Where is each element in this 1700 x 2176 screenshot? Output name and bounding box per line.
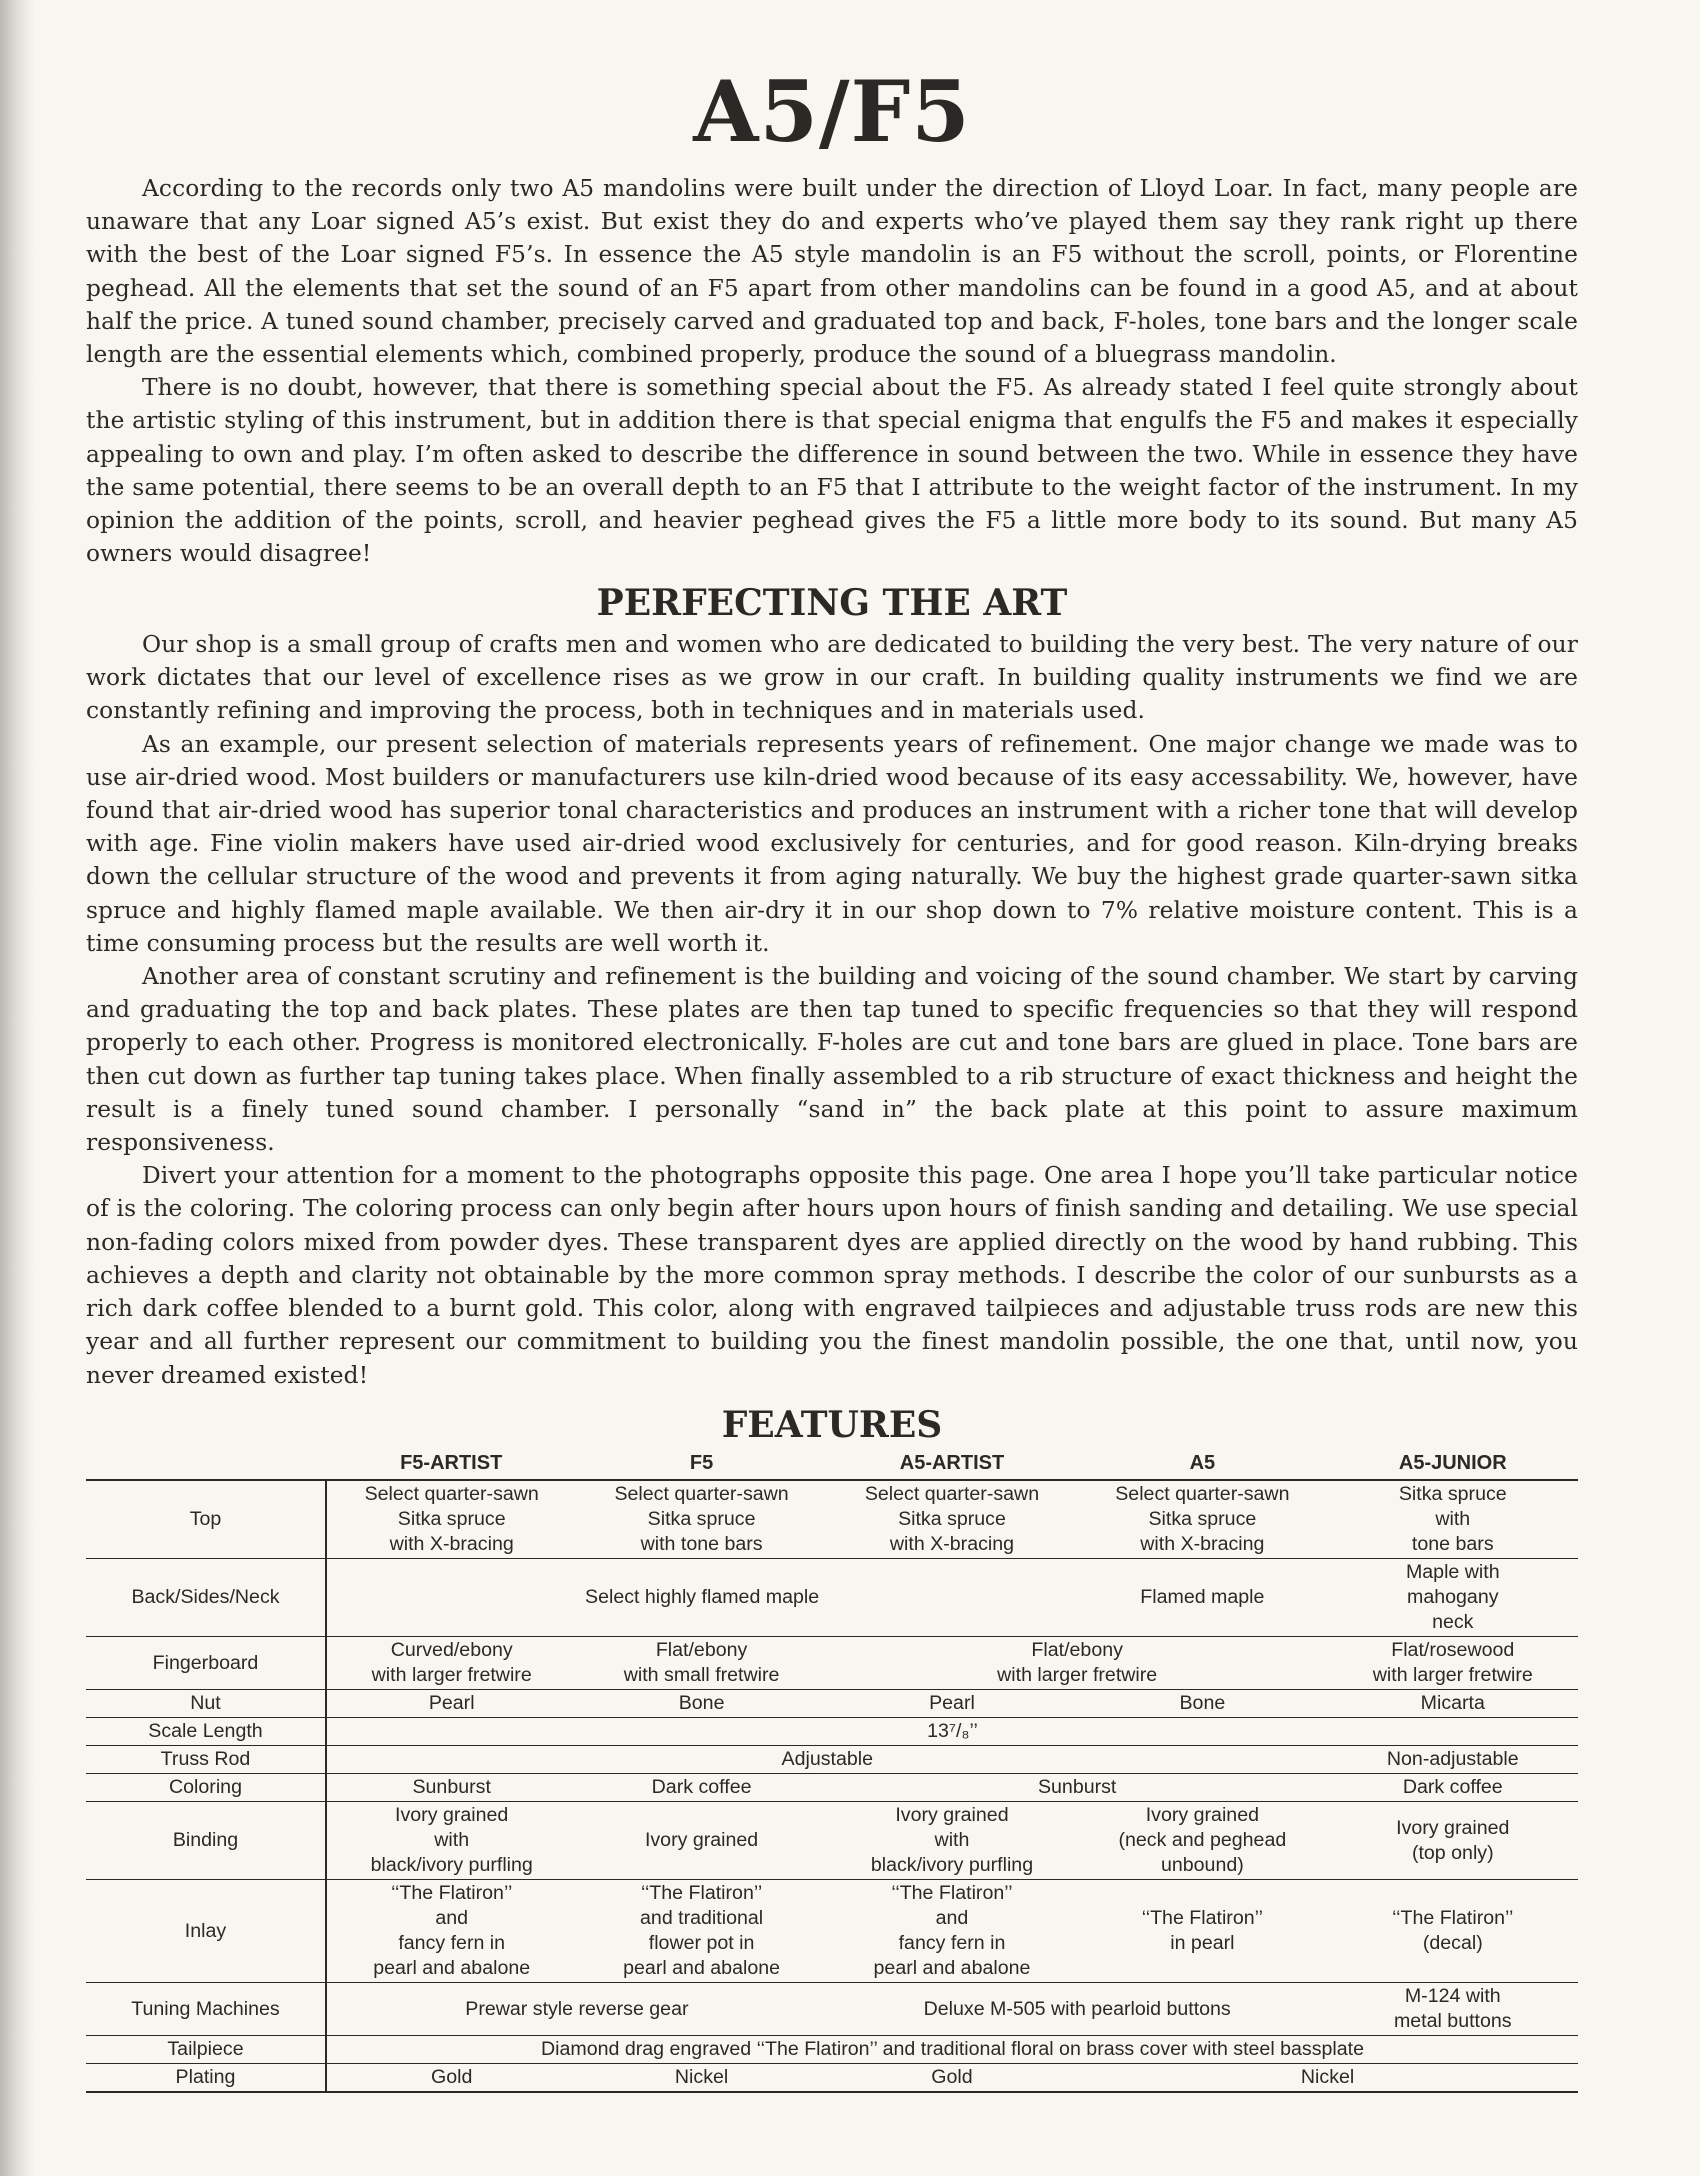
table-cell [1328,1637,1578,1690]
table-cell [326,1690,576,1718]
table-cell [326,1802,576,1880]
perfecting-paragraph-1: Our shop is a small group of crafts men and women who are dedicated to building the very best. The very nature of our work dictates that our level of excellence rises as we grow in our craft. In building quality instruments we find we are constantly refining and improving the process, both in techniques and in materials used. [86,631,1578,725]
table-cell [326,1880,576,1983]
table-cell [576,1802,826,1880]
row-label: Tuning Machines [86,1983,326,2036]
table-row [86,1746,1578,1774]
perfecting-paragraph-2: As an example, our present selection of materials represents years of refinement. One major change we made was to use air-dried wood. Most builders or manufacturers use kiln-dried wood because of its easy accessability. We, however, have found that air-dried wood has superior tonal characteristics and produces an instrument with a richer tone that will develop with age. Fine violin makers have used air-dried wood exclusively for centuries, and for good reason. Kiln-drying breaks down the cellular structure of the wood and prevents it from aging naturally. We buy the highest grade quarter-sawn sitka spruce and highly flamed maple available. We then air-dry it in our shop down to 7% relative moisture content. This is a time consuming process but the results are well worth it. [86,730,1578,957]
perfecting-paragraph-4: Divert your attention for a moment to the photographs opposite this page. One area I hope you’ll take particular notice of is the coloring. The coloring process can only begin after hours upon hours of finish sanding and detailing. We use special non-fading colors mixed from powder dyes. These transparent dyes are applied directly on the wood by hand rubbing. This achieves a depth and clarity not obtainable by the more common spray methods. I describe the color of our sunbursts as a rich dark coffee blended to a burnt gold. This color, along with engraved tailpieces and adjustable truss rods are new this year and all further represent our commitment to building you the finest mandolin possible, the one that, until now, you never dreamed existed! [86,1162,1578,1389]
column-header: F5 [576,1449,826,1480]
cell-line: Diamond drag engraved ‘‘The Flatiron’’ and traditional floral on brass cover with steel bassplate [540,2038,1365,2061]
cell-line: with X-bracing [889,1533,1015,1556]
cell-line: Flamed maple [1140,1586,1265,1609]
cell-line: and [435,1907,469,1930]
cell-line: Ivory grained [895,1804,1009,1827]
table-cell [1077,1559,1327,1637]
row-label: Top [86,1480,326,1559]
cell-line: neck [1432,1611,1474,1634]
cell-line: with tone bars [640,1533,763,1556]
cell-line: Curved/ebony [390,1639,513,1662]
table-row [86,1880,1578,1983]
cell-line: Nickel [1300,2066,1355,2089]
table-cell [326,1983,827,2036]
row-label: Tailpiece [86,2036,326,2064]
cell-line: Ivory grained [644,1829,759,1852]
cell-line: with larger fretwire [997,1664,1158,1687]
cell-line: Sitka spruce [647,1508,756,1531]
cell-line: Pearl [428,1692,475,1715]
cell-line: Non-adjustable [1386,1748,1519,1771]
intro-paragraph-1: According to the records only two A5 mandolins were built under the direction of Lloyd Loar. In fact, many people are unaware that any Loar signed A5’s exist. But exist they do and experts who’ve played them say they rank right up there with the best of the Loar signed F5’s. In essence the A5 style mandolin is an F5 without the scroll, points, or Florentine peghead. All the elements that set the sound of an F5 apart from other mandolins can be found in a good A5, and at about half the price. A tuned sound chamber, precisely carved and graduated top and back, F-holes, tone bars and the longer scale length are the essential elements which, combined properly, produce the sound of a bluegrass mandolin. [86,175,1578,369]
row-label: Coloring [86,1774,326,1802]
features-table [86,1449,1578,2093]
row-label: Truss Rod [86,1746,326,1774]
row-label: Scale Length [86,1718,326,1746]
cell-line: with X-bracing [1140,1533,1265,1556]
cell-line: pearl and abalone [623,1957,781,1980]
table-cell [326,2064,576,2093]
cell-line: Bone [1179,1692,1226,1715]
page-title: A5/F5 [693,62,971,161]
table-row [86,1718,1578,1746]
table-row [86,2036,1578,2064]
cell-line: tone bars [1411,1533,1494,1556]
table-cell [576,2064,826,2093]
cell-line: ‘‘The Flatiron’’ [391,1882,513,1905]
cell-line: Select quarter-sawn [614,1483,789,1506]
cell-line: Pearl [929,1692,975,1715]
table-cell [1077,1880,1327,1983]
cell-line: with X-bracing [389,1533,514,1556]
cell-line: Flat/ebony [1031,1639,1123,1662]
table-cell [1328,1746,1578,1774]
cell-line: with [934,1829,970,1852]
table-row [86,1774,1578,1802]
table-cell [1077,1690,1327,1718]
features-header-row [86,1449,1578,1480]
row-label: Nut [86,1690,326,1718]
table-cell [1328,1880,1578,1983]
page-content [86,62,1578,2093]
cell-line: ‘‘The Flatiron’’ [1141,1907,1263,1930]
cell-line: ‘‘The Flatiron’’ [1392,1907,1514,1930]
cell-line: with larger fretwire [1372,1664,1533,1687]
cell-line: Deluxe M-505 with pearloid buttons [923,1997,1231,2020]
intro-section [86,172,1578,570]
table-cell [827,1690,1077,1718]
table-cell [326,1637,576,1690]
cell-line: Sitka spruce [1148,1508,1257,1531]
cell-line: Select quarter-sawn [364,1483,539,1506]
table-cell [326,1718,1578,1746]
section-heading-perfecting: PERFECTING THE ART [596,582,1068,625]
row-label: Inlay [86,1880,326,1983]
column-header: A5-JUNIOR [1328,1449,1578,1480]
cell-line: Bone [678,1692,725,1715]
cell-line: (decal) [1422,1932,1483,1955]
section-heading-features: FEATURES [721,1403,943,1446]
table-cell [827,1802,1077,1880]
cell-line: Select quarter-sawn [864,1483,1040,1506]
table-cell [1328,1774,1578,1802]
table-row [86,1637,1578,1690]
features-table-body [86,1480,1578,2092]
table-cell [827,2064,1077,2093]
cell-line: metal buttons [1393,2010,1512,2033]
cell-line: Sitka spruce [397,1508,506,1531]
cell-line: Select highly flamed maple [585,1586,820,1609]
table-cell [1328,1559,1578,1637]
column-header: F5-ARTIST [326,1449,576,1480]
table-cell [326,1746,1328,1774]
cell-line: in pearl [1170,1932,1235,1955]
table-cell [326,1774,576,1802]
table-cell [1077,1480,1327,1559]
cell-line: Flat/ebony [655,1639,748,1662]
cell-line: Nickel [674,2066,729,2089]
cell-line: and [935,1907,969,1930]
intro-paragraph-2: There is no doubt, however, that there is something special about the F5. As already stated I feel quite strongly about the artistic styling of this instrument, but in addition there is that special enigma that engulfs the F5 and makes it especially appealing to own and play. I’m often asked to describe the difference in sound between the two. While in essence they have the same potential, there seems to be an overall depth to an F5 that I attribute to the weight factor of the instrument. In my opinion the addition of the points, scroll, and heavier peghead gives the F5 a little more body to its sound. But many A5 owners would disagree! [86,374,1578,568]
table-cell [1328,1983,1578,2036]
table-row [86,1983,1578,2036]
page-binding-shadow [0,0,34,2176]
row-label: Fingerboard [86,1637,326,1690]
table-cell [326,2036,1578,2064]
table-cell [326,1480,576,1559]
cell-line: with larger fretwire [371,1664,532,1687]
table-cell [576,1637,826,1690]
cell-line: Select quarter-sawn [1115,1483,1290,1506]
cell-line: fancy fern in [898,1932,1006,1955]
cell-line: mahogany [1407,1586,1499,1609]
cell-line: Micarta [1420,1692,1485,1715]
cell-line: with small fretwire [623,1664,780,1687]
cell-line: Gold [431,2066,473,2089]
table-cell [326,1559,1077,1637]
cell-line: Ivory grained [1145,1804,1259,1827]
cell-line: and traditional [640,1907,764,1930]
column-header: A5 [1077,1449,1327,1480]
cell-line: Dark coffee [1402,1776,1503,1799]
table-row [86,1802,1578,1880]
table-row [86,1559,1578,1637]
cell-line: ‘‘The Flatiron’’ [891,1882,1013,1905]
table-cell [576,1880,826,1983]
table-cell [576,1774,826,1802]
cell-line: pearl and abalone [873,1957,1031,1980]
table-cell [1328,1480,1578,1559]
row-label: Binding [86,1802,326,1880]
cell-line: Ivory grained [395,1804,509,1827]
table-cell [1077,2064,1578,2093]
cell-line: (neck and peghead [1118,1829,1287,1852]
cell-line: Dark coffee [651,1776,752,1799]
row-label: Plating [86,2064,326,2093]
cell-line: Sitka spruce [898,1508,1006,1531]
column-header: A5-ARTIST [827,1449,1077,1480]
cell-line: 13⁷/₈’’ [927,1720,978,1743]
cell-line: (top only) [1411,1841,1494,1864]
header-empty-cell [86,1449,326,1480]
cell-line: M-124 with [1404,1985,1501,2008]
table-row [86,1690,1578,1718]
cell-line: Sitka spruce [1398,1483,1507,1506]
table-cell [827,1880,1077,1983]
cell-line: with [434,1829,470,1852]
table-cell [827,1774,1328,1802]
cell-line: black/ivory purfling [870,1854,1034,1877]
cell-line: Sunburst [412,1776,491,1799]
cell-line: pearl and abalone [373,1957,531,1980]
table-cell [1328,1690,1578,1718]
table-cell [827,1983,1328,2036]
cell-line: Flat/rosewood [1391,1639,1515,1662]
cell-line: Sunburst [1037,1776,1117,1799]
perfecting-paragraph-3: Another area of constant scrutiny and refinement is the building and voicing of the sound chamber. We start by carving and graduating the top and back plates. These plates are then tap tuned to specific frequencies so that they will respond properly to each other. Progress is monitored electronically. F-holes are cut and tone bars are glued in place. Tone bars are then cut down as further tap tuning takes place. When finally assembled to a rib structure of exact thickness and height the result is a finely tuned sound chamber. I personally “sand in” the back plate at this point to assure maximum responsiveness. [86,963,1578,1157]
cell-line: ‘‘The Flatiron’’ [640,1882,763,1905]
features-section [86,1403,1578,2094]
perfecting-section [86,584,1578,1391]
row-label: Back/Sides/Neck [86,1559,326,1637]
cell-line: Gold [931,2066,973,2089]
table-cell [576,1690,826,1718]
cell-line: flower pot in [648,1932,755,1955]
cell-line: Adjustable [781,1748,874,1771]
cell-line: Ivory grained [1396,1816,1510,1839]
table-cell [827,1637,1328,1690]
cell-line: fancy fern in [398,1932,506,1955]
cell-line: Prewar style reverse gear [465,1997,689,2020]
table-cell [576,1480,826,1559]
cell-line: Maple with [1405,1561,1500,1584]
table-cell [1328,1802,1578,1880]
table-row [86,2064,1578,2093]
table-cell [827,1480,1077,1559]
cell-line: unbound) [1160,1854,1244,1877]
cell-line: with [1435,1508,1471,1531]
table-cell [1077,1802,1327,1880]
table-row [86,1480,1578,1559]
cell-line: black/ivory purfling [370,1854,533,1877]
